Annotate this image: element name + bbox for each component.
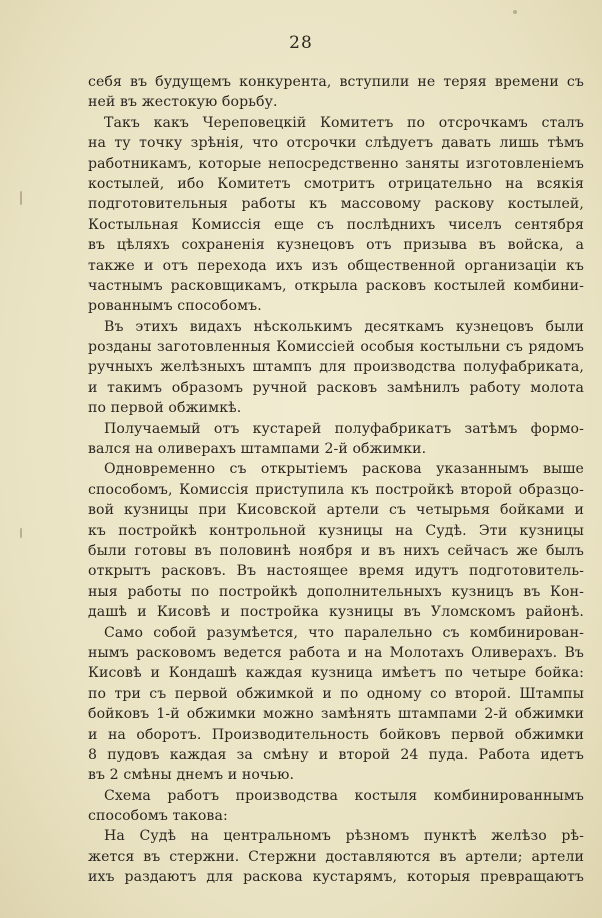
text-line: способомъ, Комиссія приступила къ постройкѣ второй образцо- [88, 481, 584, 498]
text-line: въ 2 смѣны днемъ и ночью. [88, 767, 295, 784]
text-line: были готовы въ половинѣ ноября и въ нихъ сейчасъ же былъ [88, 542, 584, 559]
text-line: ручныхъ желѣзныхъ штампъ для производства полуфабриката, [88, 359, 584, 376]
text-line: жется въ стержни. Стержни доставляются въ артели; артели [88, 848, 584, 865]
text-line: Кисовѣ и Кондашѣ каждая кузница имѣетъ по четыре бойка: [88, 665, 584, 682]
text-line: по первой обжимкѣ. [88, 400, 242, 417]
text-line: Такъ какъ Череповецкій Комитетъ по отсрочкамъ сталъ [104, 114, 584, 131]
paper-speck [20, 191, 22, 205]
text-line: способомъ такова: [88, 808, 228, 825]
text-line: открытъ расковъ. Въ настоящее время идутъ подготовитель- [88, 563, 584, 580]
text-line: дашѣ и Кисовѣ и постройка кузницы въ Уломскомъ районѣ. [88, 604, 584, 621]
text-line: Одновременно съ открытіемъ раскова указаннымъ выше [104, 461, 584, 478]
text-line: вался на оливерахъ штампами 2-й обжимки. [88, 441, 427, 458]
text-line: работникамъ, которые непосредственно заняты изготовленіемъ [88, 155, 584, 172]
text-line: костылей, ибо Комитетъ смотритъ отрицательно на всякія [88, 175, 584, 192]
text-line: въ цѣляхъ сохраненія кузнецовъ отъ призыва въ войска, а [88, 237, 584, 254]
paper-speck [513, 10, 517, 14]
text-line: къ постройкѣ контрольной кузницы на Судѣ. Эти кузницы [88, 522, 584, 539]
text-line: На Судѣ на центральномъ рѣзномъ пунктѣ желѣзо рѣ- [104, 828, 584, 845]
page-number: 28 [289, 33, 313, 53]
text-line: розданы заготовленныя Комиссіей особыя костыльни съ рядомъ [88, 339, 584, 356]
text-line: также и отъ перехода ихъ изъ общественной организаціи къ [88, 257, 584, 274]
text-line: подготовительныя работы къ массовому раскову костылей, [88, 196, 584, 213]
text-line: рованнымъ способомъ. [88, 298, 262, 315]
text-line: и на оборотъ. Производительность бойковъ первой обжимки [88, 726, 584, 743]
text-line: частнымъ расковщикамъ, открыла расковъ костылей комбини- [88, 277, 584, 294]
text-line: бойковъ 1-й обжимки можно замѣнять штампами 2-й обжимки [88, 706, 584, 723]
text-line: на ту точку зрѣнія, что отсрочки слѣдуетъ давать лишь тѣмъ [88, 135, 584, 152]
text-line: по три съ первой обжимкой и по одному со второй. Штампы [88, 685, 584, 702]
text-line: вой кузницы при Кисовской артели съ четырьмя бойками и [88, 502, 584, 519]
paper-speck [20, 528, 22, 538]
text-line: 8 пудовъ каждая за смѣну и второй 24 пуда. Работа идетъ [88, 746, 584, 763]
text-line: нымъ расковомъ ведется работа и на Молотахъ Оливерахъ. Въ [88, 644, 584, 661]
text-line: себя въ будущемъ конкурента, вступили не теряя времени съ [88, 74, 584, 90]
document-body-text [88, 72, 584, 888]
text-line: Само собой разумѣется, что паралельно съ комбинирован- [104, 624, 584, 641]
text-line: Костыльная Комиссія еще съ послѣднихъ чиселъ сентября [88, 216, 584, 233]
text-line: Въ этихъ видахъ нѣсколькимъ десяткамъ кузнецовъ были [104, 318, 584, 335]
text-line: ней въ жестокую борьбу. [88, 94, 278, 111]
text-line: и такимъ образомъ ручной расковъ замѣнилъ работу молота [88, 379, 584, 396]
text-line: ихъ раздаютъ для раскова кустарямъ, которыя превращаютъ [88, 869, 584, 886]
text-line: ныя работы по постройкѣ дополнительныхъ кузницъ въ Кон- [88, 583, 584, 600]
text-line: Схема работъ производства костыля комбинированнымъ [104, 787, 584, 804]
text-line: Получаемый отъ кустарей полуфабрикатъ затѣмъ формо- [104, 420, 584, 437]
